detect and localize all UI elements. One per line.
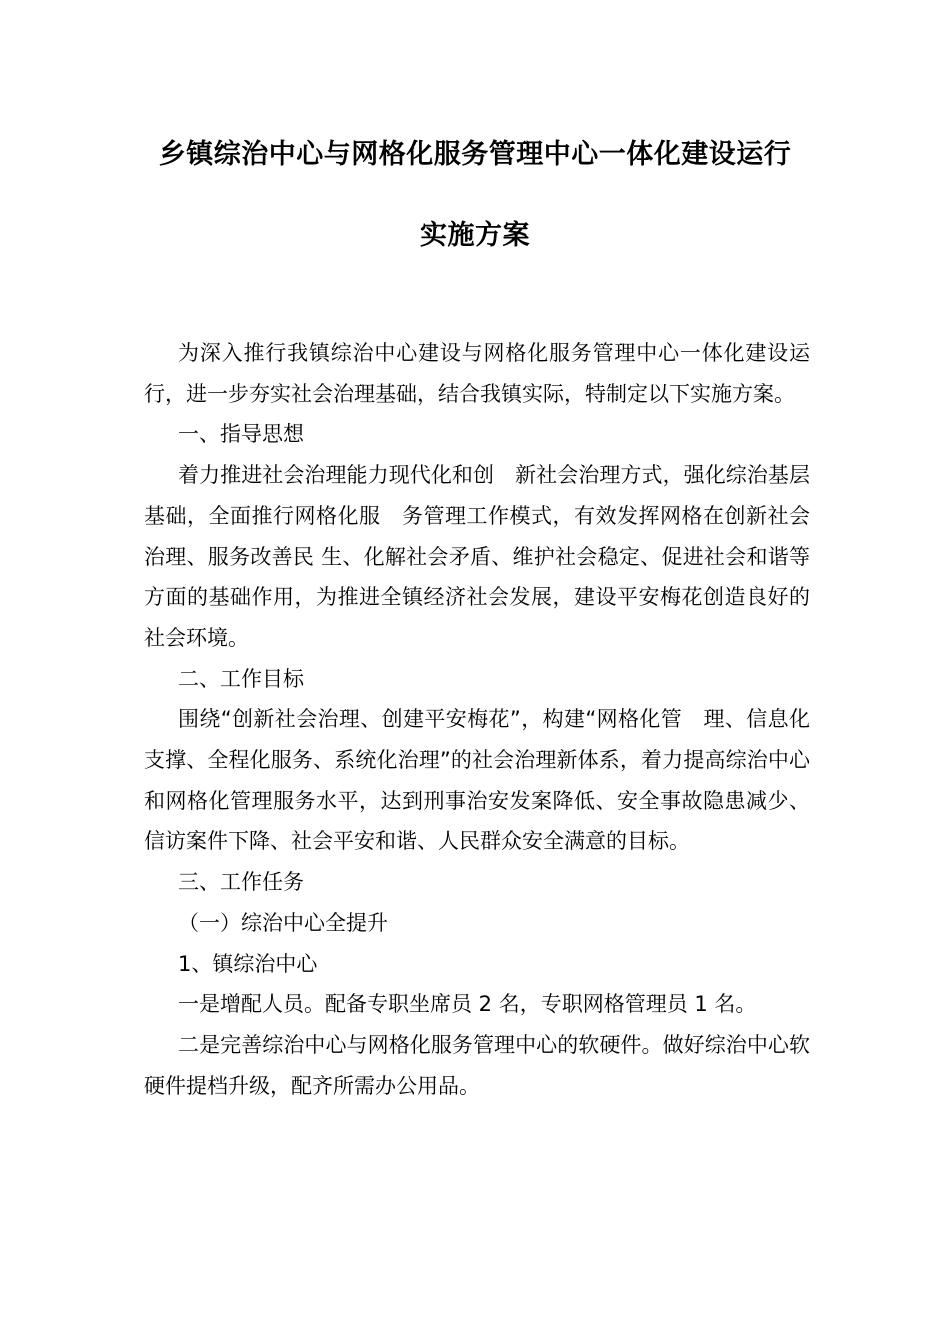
task-hardware-software-paragraph: 二是完善综治中心与网格化服务管理中心的软硬件。做好综治中心软硬件提档升级，配齐所需办公用品。 <box>144 1032 810 1098</box>
document-title-line-1: 乡镇综治中心与网格化服务管理中心一体化建设运行 <box>158 139 792 170</box>
document-body <box>144 333 810 1106</box>
task-staffing-paragraph: 一是增配人员。配备专职坐席员 2 名，专职网格管理员 1 名。 <box>178 992 757 1017</box>
document-title-line-2: 实施方案 <box>420 220 530 251</box>
intro-paragraph: 为深入推行我镇综治中心建设与网格化服务管理中心一体化建设运行，进一步夯实社会治理基础，结合我镇实际，特制定以下实施方案。 <box>144 341 810 406</box>
subsection-heading-center-upgrade: （一）综治中心全提升 <box>178 910 388 935</box>
guiding-ideology-paragraph: 着力推进社会治理能力现代化和创 新社会治理方式，强化综治基层基础，全面推行网格化服 务管理工作模式，有效发挥网格在创新社会治理、服务改善民 生、化解社会矛盾、维护社会稳定、促进社会和谐等方面的基础作用，为推进全镇经济社会发展，建设平安梅花创造良好的社会环境。 <box>144 463 810 650</box>
item-heading-town-center: 1、镇综治中心 <box>178 951 318 976</box>
section-heading-work-goals: 二、工作目标 <box>178 666 304 691</box>
section-heading-guiding-ideology: 一、指导思想 <box>178 422 304 447</box>
work-goals-paragraph: 围绕“创新社会治理、创建平安梅花”，构建“网格化管 理、信息化支撑、全程化服务、系统化治理”的社会治理新体系，着力提高综治中心和网格化管理服务水平，达到刑事治安发案降低、安全事故隐患减少、信访案件下降、社会平安和谐、人民群众安全满意的目标。 <box>144 707 810 854</box>
section-heading-work-tasks: 三、工作任务 <box>178 870 304 895</box>
